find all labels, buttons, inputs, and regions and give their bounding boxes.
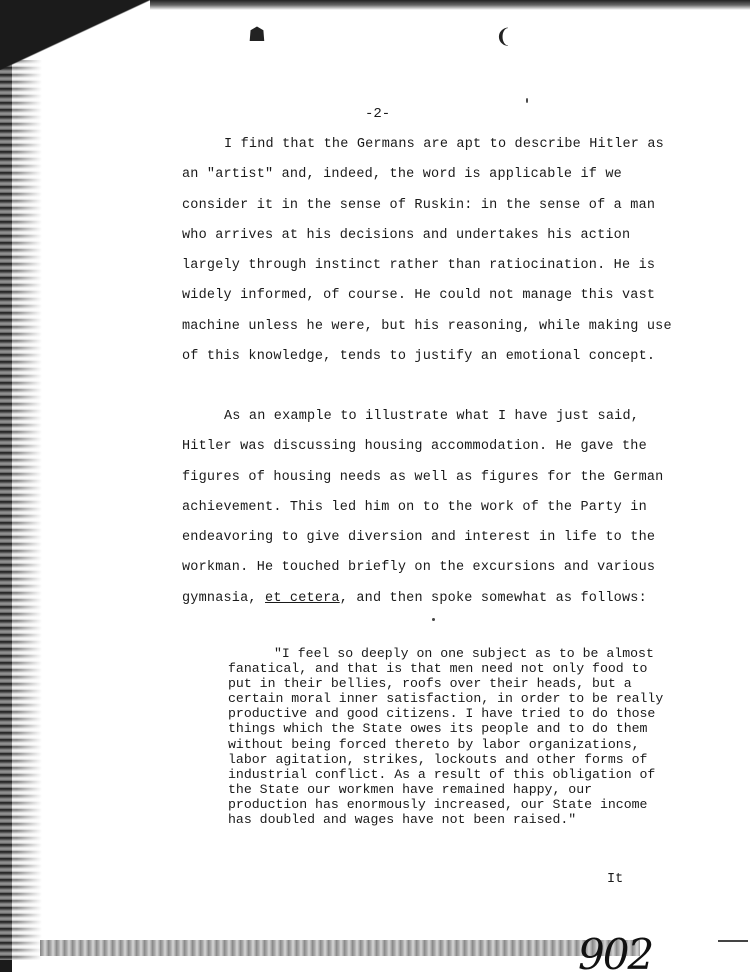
- block-quote: [228, 646, 668, 827]
- paragraph-2-text-b: , and then spoke somewhat as follows:: [339, 590, 647, 606]
- scan-speck: [432, 618, 435, 621]
- page-number: -2-: [365, 106, 391, 122]
- punch-mark-left-icon: ☗: [248, 22, 266, 46]
- paragraph-1-text: I find that the Germans are apt to describe Hitler as an "artist" and, indeed, the word is applicable if we consider it in the sense of Ruskin: in the sense of a man who arrives at his decisions and undertakes his action largely through instinct rather than ratiocination. He is widely informed, of course. He could not manage this vast machine unless he were, but his reasoning, while making use of this knowledge, tends to justify an emotional concept.: [182, 137, 672, 365]
- scan-border-bottom: [40, 940, 640, 956]
- scan-speck: [718, 940, 748, 942]
- paragraph-2-text-a: As an example to illustrate what I have just said, Hitler was discussing housing accommodation. He gave the figures of housing needs as well as figures for the German achievement. This led him on to the work of the Party in endeavoring to give diversion and interest in life to the workman. He touched briefly on the excursions and various gymnasia,: [182, 409, 664, 606]
- scan-binding-shadow: [0, 60, 42, 960]
- body-paragraph-1: [182, 130, 682, 372]
- handwritten-page-number: 902: [578, 930, 653, 979]
- scan-speck: [526, 98, 528, 103]
- body-paragraph-2: [182, 402, 682, 614]
- scan-corner-shadow: [0, 0, 160, 70]
- quote-text: "I feel so deeply on one subject as to be almost fanatical, and that is that men need not only food to put in their bellies, roofs over their heads, but a certain moral inner satisfaction, in order to be really productive and good citizens. I have tried to do those things which the State owes its people and to do them without being forced thereto by labor organizations, labor agitation, strikes, lockouts and other forms of industrial conflict. As a result of this obligation of the State our workmen have remained happy, our production has enormously increased, our State income has doubled and wages have not been raised.": [228, 646, 664, 828]
- punch-mark-right-icon: ❨: [495, 24, 512, 48]
- scan-border-top: [150, 0, 750, 10]
- catchword: It: [607, 872, 624, 887]
- paragraph-2-emphasis: et cetera: [265, 590, 340, 606]
